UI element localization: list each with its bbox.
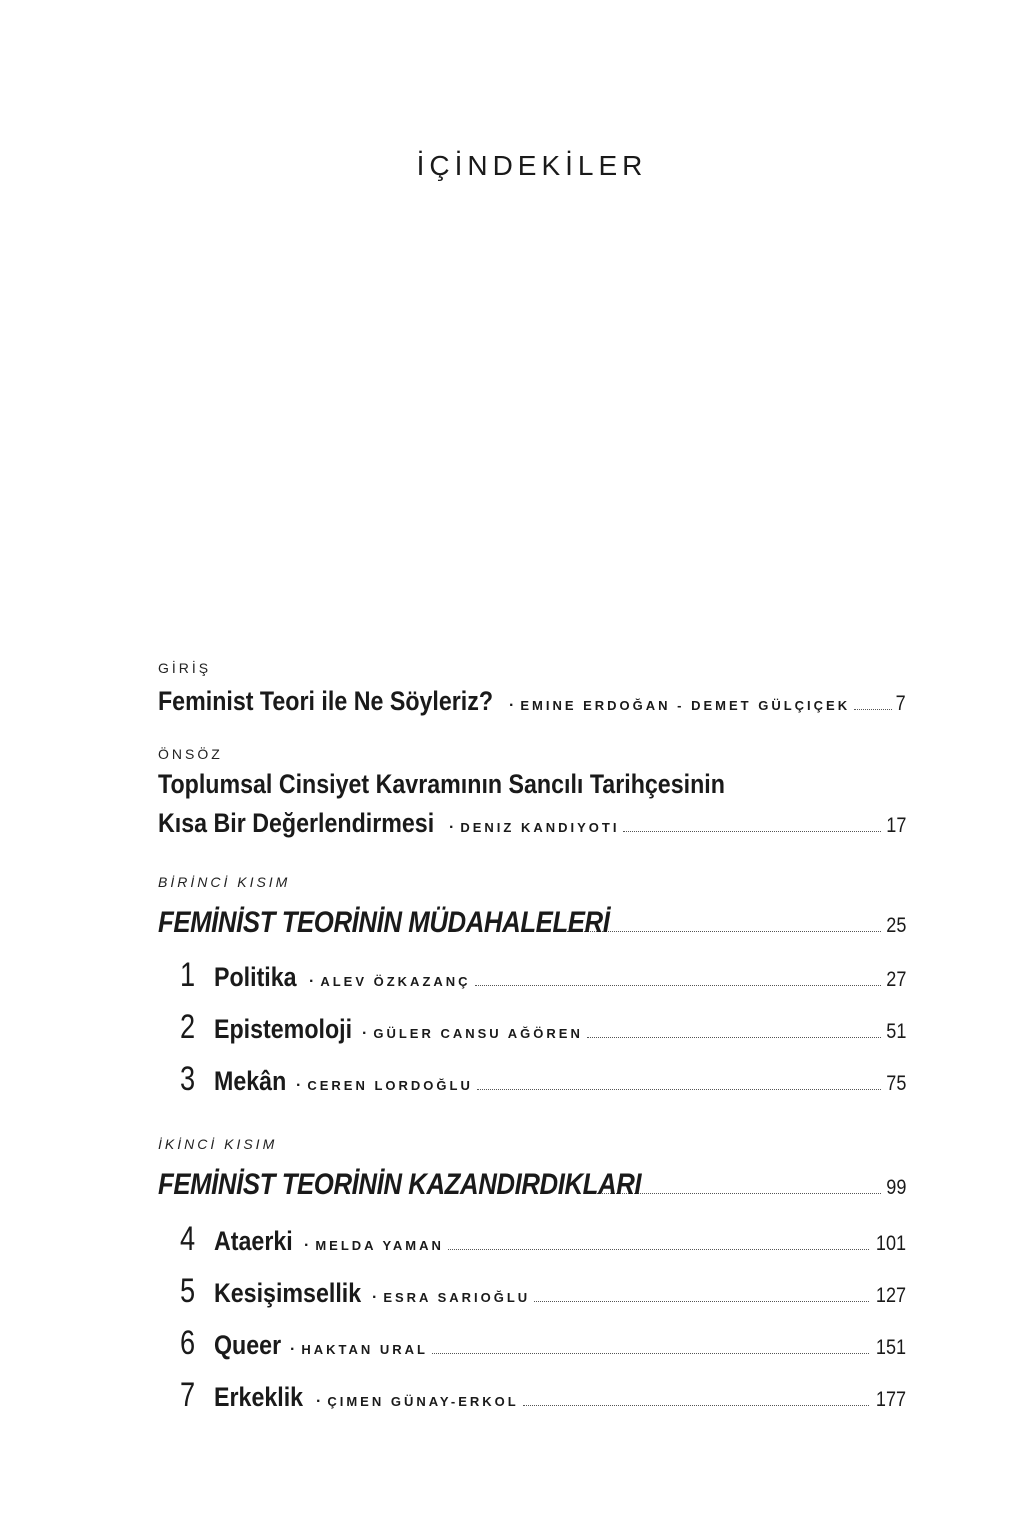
dot-leader [534, 1301, 869, 1302]
section-label-part1: BİRİNCİ KISIM [158, 874, 291, 890]
separator-dot: · [296, 1077, 302, 1094]
toc-entry-giris[interactable] [158, 686, 906, 717]
dot-leader [854, 709, 892, 710]
entry-page-number: 99 [885, 1176, 906, 1199]
entry-title: Queer [214, 1330, 282, 1360]
entry-page-number: 25 [885, 914, 906, 937]
separator-dot: · [372, 1289, 378, 1306]
dot-leader [432, 1353, 869, 1354]
toc-entry-part2[interactable] [158, 1168, 906, 1202]
entry-title: Kesişimsellik [214, 1278, 362, 1308]
entry-author: ALEV ÖZKAZANÇ [320, 974, 471, 989]
entry-title: Politika [214, 962, 297, 992]
entry-author: ÇIMEN GÜNAY-ERKOL [327, 1394, 519, 1409]
entry-author: EMINE ERDOĞAN - DEMET GÜLÇIÇEK [520, 698, 851, 713]
entry-page-number: 75 [885, 1072, 906, 1095]
chapter-number: 5 [180, 1272, 196, 1310]
separator-dot: · [362, 1025, 368, 1042]
separator-dot: · [449, 819, 455, 836]
entry-page-number: 127 [875, 1284, 906, 1307]
dot-leader [587, 1037, 881, 1038]
toc-entry-chapter-3[interactable] [180, 1060, 906, 1099]
toc-entry-chapter-5[interactable] [180, 1272, 906, 1311]
entry-title: Ataerki [214, 1226, 293, 1256]
entry-title: Epistemoloji [214, 1014, 353, 1044]
entry-author: GÜLER CANSU AĞÖREN [373, 1026, 583, 1041]
entry-page-number: 101 [875, 1232, 906, 1255]
page-title: İÇİNDEKİLER [416, 150, 648, 181]
section-label-onsoz: ÖNSÖZ [158, 746, 223, 762]
toc-entry-chapter-6[interactable] [180, 1324, 906, 1363]
separator-dot: · [290, 1341, 296, 1358]
dot-leader [477, 1089, 881, 1090]
entry-page-number: 7 [895, 692, 906, 715]
entry-author: ESRA SARIOĞLU [383, 1290, 531, 1305]
entry-page-number: 27 [885, 968, 906, 991]
entry-author: HAKTAN URAL [301, 1342, 428, 1357]
chapter-number: 2 [180, 1008, 196, 1046]
section-label-giris: GİRİŞ [158, 660, 212, 676]
dot-leader [623, 831, 880, 832]
entry-author: CEREN LORDOĞLU [307, 1078, 473, 1093]
entry-page-number: 151 [875, 1336, 906, 1359]
toc-entry-chapter-4[interactable] [180, 1220, 906, 1259]
entry-title: Feminist Teori ile Ne Söyleriz? [158, 686, 494, 716]
toc-entry-chapter-7[interactable] [180, 1376, 906, 1415]
chapter-number: 7 [180, 1376, 196, 1414]
chapter-number: 1 [180, 956, 196, 994]
separator-dot: · [304, 1237, 310, 1254]
toc-entry-part1[interactable] [158, 906, 906, 940]
separator-dot: · [509, 697, 515, 714]
entry-title: Erkeklik [214, 1382, 304, 1412]
entry-title: Mekân [214, 1066, 287, 1096]
entry-title-line1[interactable]: Toplumsal Cinsiyet Kavramının Sancılı Tarihçesinin [158, 769, 725, 799]
dot-leader [448, 1249, 869, 1250]
part-title: FEMİNİST TEORİNİN MÜDAHALELERİ [158, 906, 610, 939]
chapter-number: 6 [180, 1324, 196, 1362]
entry-page-number: 177 [875, 1388, 906, 1411]
section-label-part2: İKİNCİ KISIM [158, 1136, 278, 1152]
toc-entry-chapter-2[interactable] [180, 1008, 906, 1047]
dot-leader [567, 931, 881, 932]
separator-dot: · [316, 1393, 322, 1410]
toc-entry-onsoz[interactable] [158, 808, 906, 839]
toc-entry-chapter-1[interactable] [180, 956, 906, 995]
entry-author: MELDA YAMAN [315, 1238, 444, 1253]
part-title: FEMİNİST TEORİNİN KAZANDIRDIKLARI [158, 1168, 642, 1201]
chapter-number: 4 [180, 1220, 196, 1258]
dot-leader [475, 985, 881, 986]
dot-leader [523, 1405, 869, 1406]
entry-author: DENIZ KANDIYOTI [460, 820, 620, 835]
entry-page-number: 17 [885, 814, 906, 837]
chapter-number: 3 [180, 1060, 196, 1098]
entry-page-number: 51 [885, 1020, 906, 1043]
entry-title-line2: Kısa Bir Değerlendirmesi [158, 808, 435, 838]
separator-dot: · [309, 973, 315, 990]
